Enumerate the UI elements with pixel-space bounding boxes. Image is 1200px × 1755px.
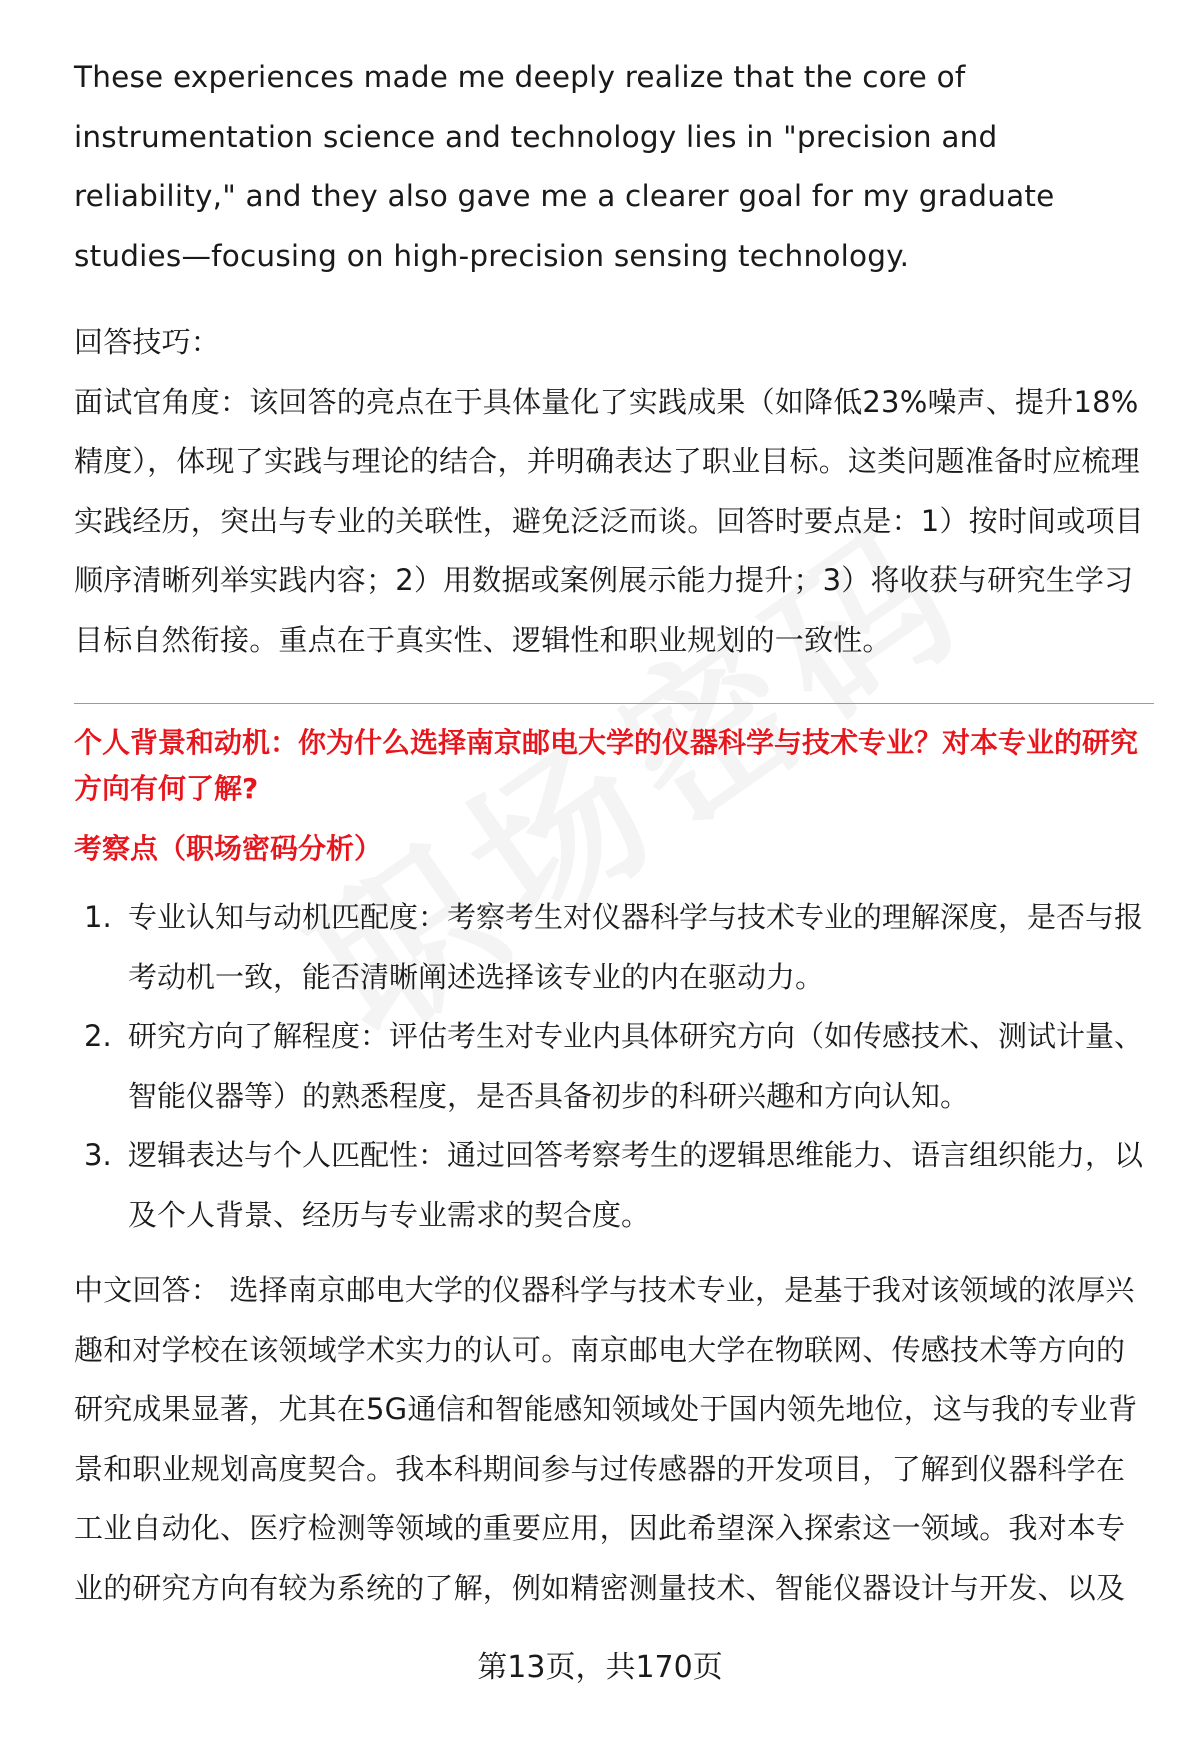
list-item (74, 888, 1154, 1007)
list-item-text: 研究方向了解程度：评估考生对专业内具体研究方向（如传感技术、测试计量、智能仪器等）的熟悉程度，是否具备初步的科研兴趣和方向认知。 (128, 1019, 1144, 1113)
list-item-text: 逻辑表达与个人匹配性：通过回答考察考生的逻辑思维能力、语言组织能力，以及个人背景、经历与专业需求的契合度。 (128, 1138, 1144, 1232)
list-item (74, 1007, 1154, 1126)
list-item-number: 3. (84, 1138, 112, 1172)
focus-heading: 考察点（职场密码分析） (74, 832, 383, 865)
list-item-text: 专业认知与动机匹配度：考察考生对仪器科学与技术专业的理解深度，是否与报考动机一致，能否清晰阐述选择该专业的内在驱动力。 (128, 900, 1144, 994)
tips-text: 面试官角度：该回答的亮点在于具体量化了实践成果（如降低23%噪声、提升18%精度），体现了实践与理论的结合，并明确表达了职业目标。这类问题准备时应梳理实践经历，突出与专业的关联性，避免泛泛而谈。回答时要点是：1）按时间或项目顺序清晰列举实践内容；2）用数据或案例展示能力提升；3）将收获与研究生学习目标自然衔接。重点在于真实性、逻辑性和职业规划的一致性。 (74, 384, 1144, 657)
answer-paragraph: 中文回答： 选择南京邮电大学的仪器科学与技术专业，是基于我对该领域的浓厚兴趣和对学校在该领域学术实力的认可。南京邮电大学在物联网、传感技术等方向的研究成果显著，尤其在5G通信和智能感知领域处于国内领先地位，这与我的专业背景和职业规划高度契合。我本科期间参与过传感器的开发项目，了解到仪器科学在工业自动化、医疗检测等领域的重要应用，因此希望深入探索这一领域。我对本专业的研究方向有较为系统的了解，例如精密测量技术、智能仪器设计与开发、以及 (74, 1273, 1138, 1605)
list-item (74, 1126, 1154, 1245)
intro-paragraph: These experiences made me deeply realize that the core of instrumentation science and technology lies in "precision and reliability," and they also gave me a clearer goal for my graduate studies—focusing on high-precision sensing technology. (74, 60, 1055, 273)
focus-points-list (74, 888, 1154, 1245)
section-divider (74, 703, 1154, 704)
list-item-number: 2. (84, 1019, 112, 1053)
page-footer: 第13页，共170页 (477, 1650, 723, 1685)
tips-heading: 回答技巧： (74, 325, 221, 359)
list-item-number: 1. (84, 900, 112, 934)
question-heading: 个人背景和动机：你为什么选择南京邮电大学的仪器科学与技术专业？对本专业的研究方向有何了解? (74, 726, 1139, 805)
document-page (74, 48, 1154, 1618)
